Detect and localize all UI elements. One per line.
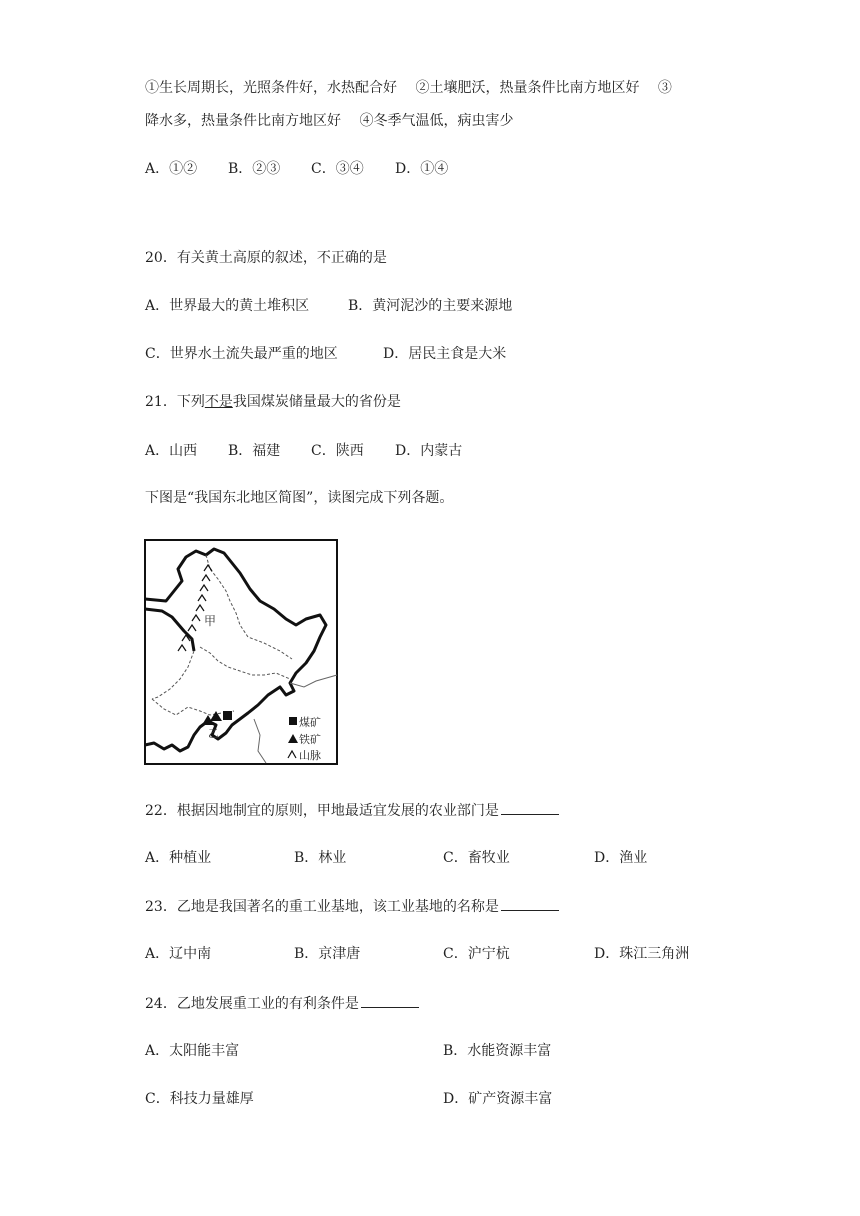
answer-blank — [501, 800, 559, 815]
legend-coal-symbol — [289, 717, 297, 725]
q22-stem — [145, 800, 559, 821]
legend-mountain-label: 山脉 — [299, 749, 321, 762]
q20-option-a: A．世界最大的黄土堆积区 — [145, 298, 310, 314]
q23-option-d: D．珠江三角洲 — [594, 946, 690, 962]
q23-stem — [145, 896, 559, 917]
northeast-china-map — [144, 539, 338, 765]
q21-stem-suffix: 我国煤炭储量最大的省份是 — [232, 394, 401, 410]
q20-option-c: C．世界水土流失最严重的地区 — [145, 346, 338, 362]
q20-option-d: D．居民主食是大米 — [383, 346, 507, 362]
legend-iron-label: 铁矿 — [299, 733, 321, 746]
q21-option-b: B．福建 — [228, 443, 281, 459]
q22-option-d: D．渔业 — [594, 850, 648, 866]
q19-statements-line-2: 降水多，热量条件比南方地区好 ④冬季气温低，病虫害少 — [145, 113, 514, 129]
q21-option-d: D．内蒙古 — [395, 443, 463, 459]
q19-option-c: C．③④ — [311, 161, 364, 177]
map-intro: 下图是“我国东北地区简图”，读图完成下列各题。 — [145, 490, 454, 506]
q23-option-c: C．沪宁杭 — [443, 946, 510, 962]
q22-option-c: C．畜牧业 — [443, 850, 510, 866]
q20-option-b: B．黄河泥沙的主要来源地 — [348, 298, 513, 314]
map-label-yi: 乙 — [208, 727, 219, 740]
q23-option-a: A．辽中南 — [145, 946, 212, 962]
q21-option-c: C．陕西 — [311, 443, 364, 459]
q21-stem-prefix: 21．下列 — [145, 394, 205, 410]
q19-option-a: A．①② — [145, 161, 198, 177]
q21-option-a: A．山西 — [145, 443, 198, 459]
q22-stem-text: 22．根据因地制宜的原则，甲地最适宜发展的农业部门是 — [145, 803, 499, 819]
q22-option-b: B．林业 — [294, 850, 347, 866]
q24-option-b: B．水能资源丰富 — [443, 1043, 552, 1059]
q24-stem-text: 24．乙地发展重工业的有利条件是 — [145, 996, 359, 1012]
q23-stem-text: 23．乙地是我国著名的重工业基地，该工业基地的名称是 — [145, 899, 499, 915]
q19-statements-line-1: ①生长周期长，光照条件好，水热配合好 ②土壤肥沃，热量条件比南方地区好 ③ — [145, 80, 672, 96]
answer-blank — [501, 896, 559, 911]
q24-option-d: D．矿产资源丰富 — [443, 1091, 553, 1107]
q19-option-d: D．①④ — [395, 161, 449, 177]
q24-stem — [145, 993, 419, 1014]
answer-blank — [361, 993, 419, 1008]
q21-stem-underlined: 不是 — [204, 394, 233, 410]
q20-stem: 20．有关黄土高原的叙述，不正确的是 — [145, 250, 387, 266]
q23-option-b: B．京津唐 — [294, 946, 361, 962]
map-label-jia: 甲 — [204, 614, 217, 628]
legend-coal-label: 煤矿 — [299, 716, 321, 729]
q24-option-a: A．太阳能丰富 — [145, 1043, 240, 1059]
q21-stem — [145, 392, 401, 412]
coal-mine-marker — [223, 711, 232, 720]
q22-option-a: A．种植业 — [145, 850, 212, 866]
q24-option-c: C．科技力量雄厚 — [145, 1091, 254, 1107]
q19-option-b: B．②③ — [228, 161, 281, 177]
